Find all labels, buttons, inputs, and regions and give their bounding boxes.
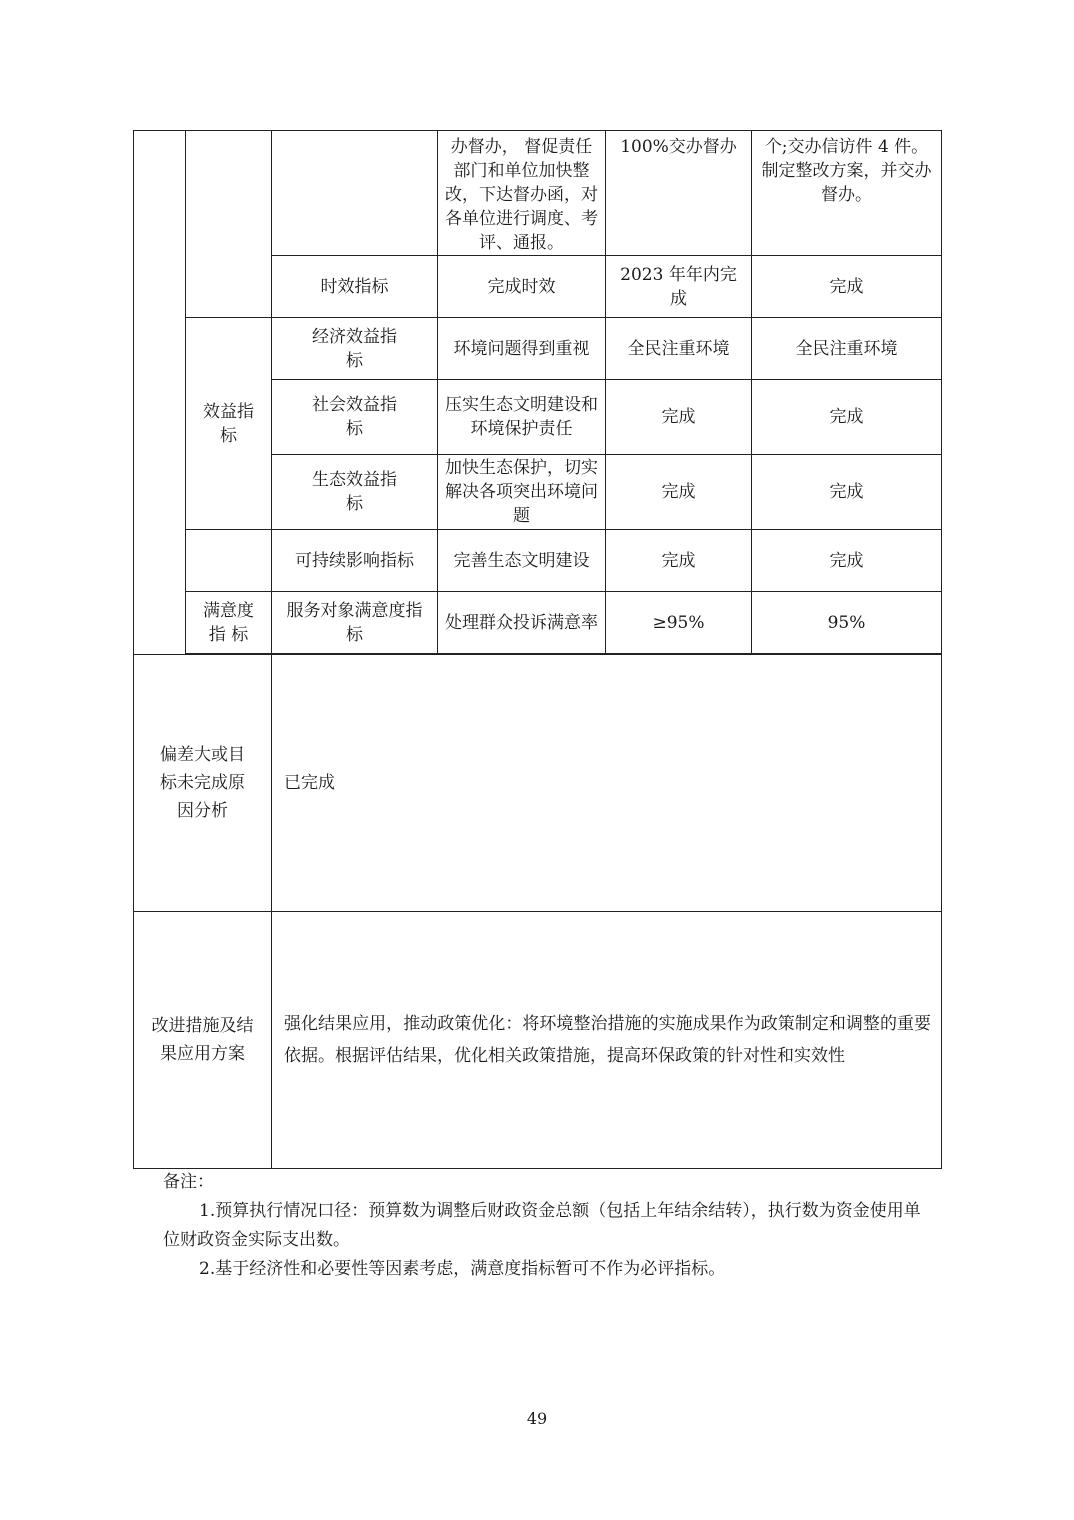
actual-value-cell: 95% — [752, 592, 942, 654]
indicator-content-cell: 完成时效 — [438, 256, 606, 318]
page-number: 49 — [526, 1409, 548, 1428]
indicator-content-cell: 加快生态保护，切实解决各项突出环境问题 — [438, 455, 606, 530]
improvement-label-cell: 改进措施及结果应用方案 — [134, 912, 272, 1169]
notes-title: 备注： — [163, 1172, 214, 1192]
deviation-label-cell: 偏差大或目标未完成原因分析 — [134, 655, 272, 912]
annual-target-cell: ≥95% — [606, 592, 752, 654]
third-level-indicator-cell — [272, 131, 438, 256]
actual-value-cell: 完成 — [752, 530, 942, 592]
third-level-indicator-cell: 经济效益指标 — [272, 318, 438, 380]
actual-value-cell: 完成 — [752, 380, 942, 455]
annual-target-cell: 全民注重环境 — [606, 318, 752, 380]
actual-value-cell: 完成 — [752, 256, 942, 318]
notes-section — [163, 1168, 923, 1284]
note-item-2: 2.基于经济性和必要性等因素考虑，满意度指标暂可不作为必评指标。 — [199, 1259, 726, 1279]
annual-target-cell: 完成 — [606, 530, 752, 592]
annual-target-cell: 100%交办督办 — [606, 131, 752, 256]
second-level-indicator-cell: 效益指标 — [186, 318, 272, 530]
annual-target-cell: 完成 — [606, 380, 752, 455]
third-level-indicator-cell: 社会效益指标 — [272, 380, 438, 455]
indicator-content-cell: 完善生态文明建设 — [438, 530, 606, 592]
indicator-content-cell: 处理群众投诉满意率 — [438, 592, 606, 654]
actual-value-cell: 个;交办信访件 4 件。制定整改方案，并交办督办。 — [752, 131, 942, 256]
third-level-indicator-cell: 服务对象满意度指标 — [272, 592, 438, 654]
third-level-indicator-cell: 生态效益指标 — [272, 455, 438, 530]
annual-target-cell: 完成 — [606, 455, 752, 530]
indicator-content-cell: 环境问题得到重视 — [438, 318, 606, 380]
table-row — [134, 655, 942, 912]
third-level-indicator-cell: 可持续影响指标 — [272, 530, 438, 592]
table-row — [134, 912, 942, 1169]
table-row — [134, 318, 942, 380]
table-row — [134, 530, 942, 592]
second-level-indicator-cell — [186, 131, 272, 318]
actual-value-cell: 全民注重环境 — [752, 318, 942, 380]
note-item-1: 1.预算执行情况口径：预算数为调整后财政资金总额（包括上年结余结转），执行数为资金使用单位财政资金实际支出数。 — [163, 1201, 921, 1250]
annual-target-cell: 2023 年年内完成 — [606, 256, 752, 318]
table-row — [134, 592, 942, 654]
improvement-content-cell: 强化结果应用，推动政策优化：将环境整治措施的实施成果作为政策制定和调整的重要依据。根据评估结果，优化相关政策措施，提高环保政策的针对性和实效性 — [272, 912, 942, 1169]
table-row — [134, 131, 942, 256]
deviation-content-cell: 已完成 — [272, 655, 942, 912]
second-level-indicator-cell — [186, 530, 272, 592]
indicator-content-cell: 压实生态文明建设和环境保护责任 — [438, 380, 606, 455]
actual-value-cell: 完成 — [752, 455, 942, 530]
first-level-indicator-cell — [134, 131, 186, 655]
performance-table — [133, 130, 942, 1169]
second-level-indicator-cell: 满意度指 标 — [186, 592, 272, 654]
indicator-content-cell: 办督办， 督促责任部门和单位加快整改，下达督办函，对各单位进行调度、考评、通报。 — [438, 131, 606, 256]
third-level-indicator-cell: 时效指标 — [272, 256, 438, 318]
